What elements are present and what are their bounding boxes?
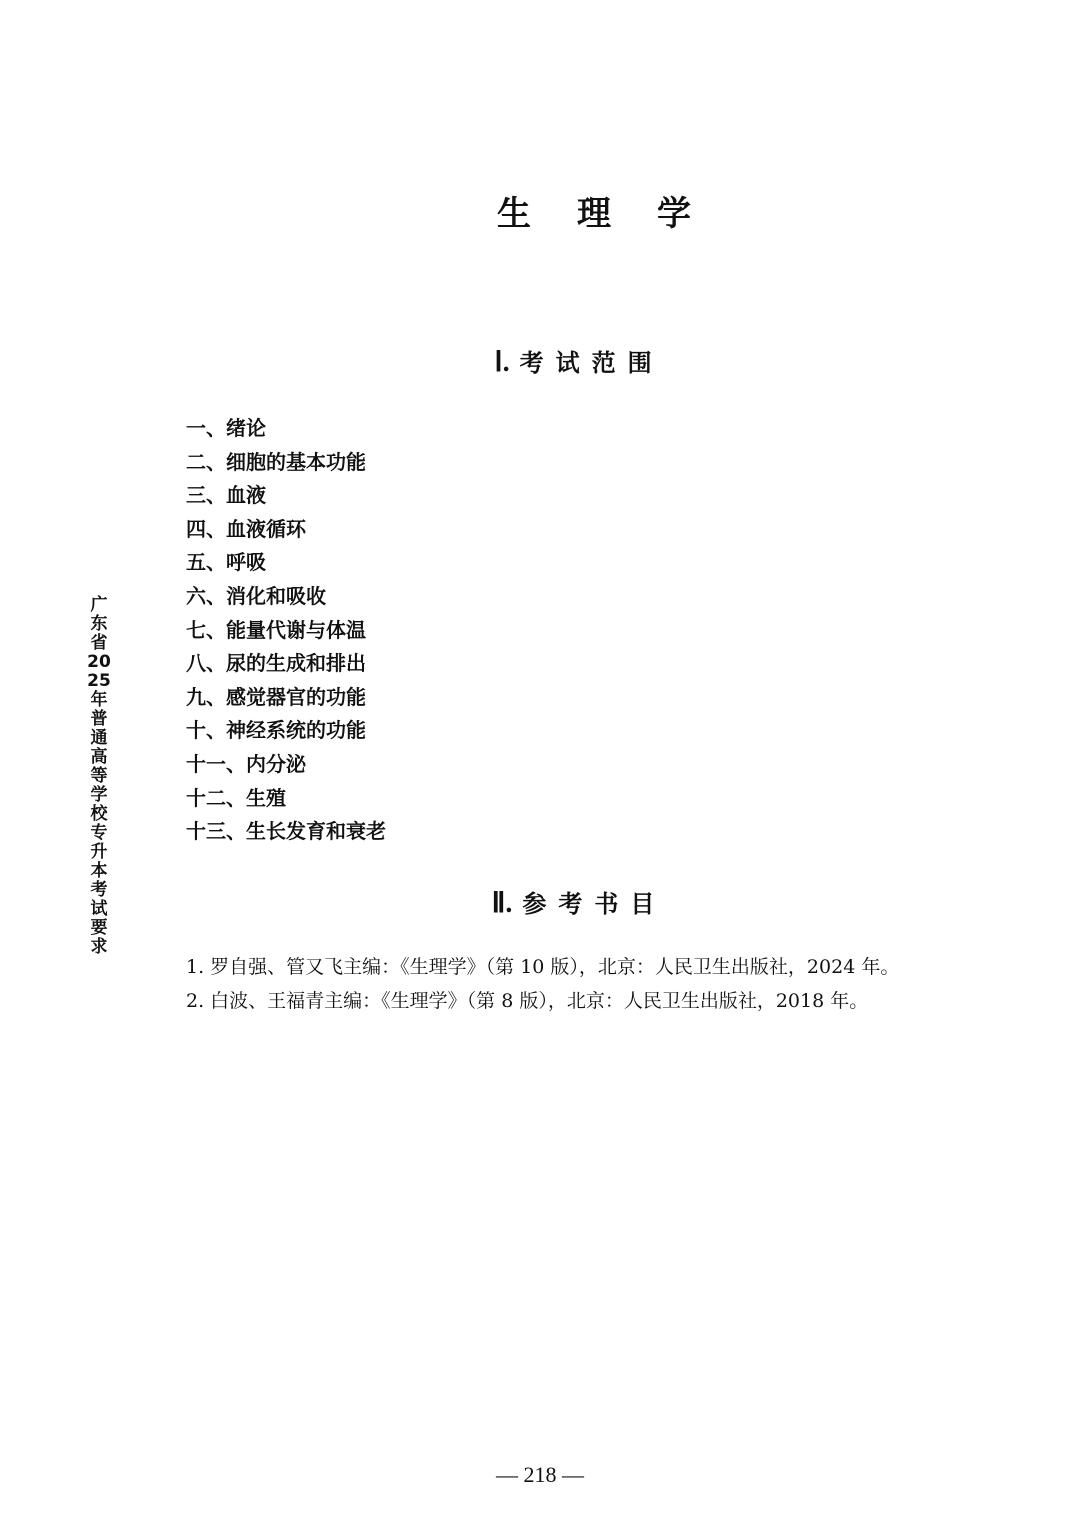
list-item: 三、血液 xyxy=(186,483,266,508)
side-margin-text: 广东省2025年普通高等学校专升本考试要求 xyxy=(87,595,111,957)
section-heading-exam-scope xyxy=(0,343,1080,379)
section-title: 参考书目 xyxy=(522,889,667,918)
list-item: 十三、生长发育和衰老 xyxy=(186,819,386,844)
list-item: 九、感觉器官的功能 xyxy=(186,684,366,709)
list-item: 五、呼吸 xyxy=(186,550,266,575)
exam-scope-list xyxy=(186,412,386,849)
page-number: — 218 — xyxy=(496,1462,584,1487)
reference-item: 1. 罗自强、管又飞主编：《生理学》（第 10 版），北京：人民卫生出版社，2024 年。 xyxy=(186,956,900,978)
list-item: 四、血液循环 xyxy=(186,516,306,541)
list-item: 八、尿的生成和排出 xyxy=(186,651,366,676)
section-heading-references xyxy=(0,884,1080,920)
list-item: 十、神经系统的功能 xyxy=(186,718,366,743)
list-item: 十一、内分泌 xyxy=(186,751,306,776)
section-number: Ⅱ. xyxy=(491,888,513,919)
reference-item: 2. 白波、王福青主编：《生理学》（第 8 版），北京：人民卫生出版社，2018 年。 xyxy=(186,990,869,1012)
list-item: 七、能量代谢与体温 xyxy=(186,617,366,642)
reference-list xyxy=(186,950,899,1018)
list-item: 十二、生殖 xyxy=(186,785,286,810)
page-title: 生理学 xyxy=(497,194,737,234)
section-title: 考试范围 xyxy=(519,348,664,377)
list-item: 一、绪论 xyxy=(186,416,266,440)
list-item: 二、细胞的基本功能 xyxy=(186,449,366,474)
section-number: Ⅰ. xyxy=(494,347,510,378)
list-item: 六、消化和吸收 xyxy=(186,583,326,608)
